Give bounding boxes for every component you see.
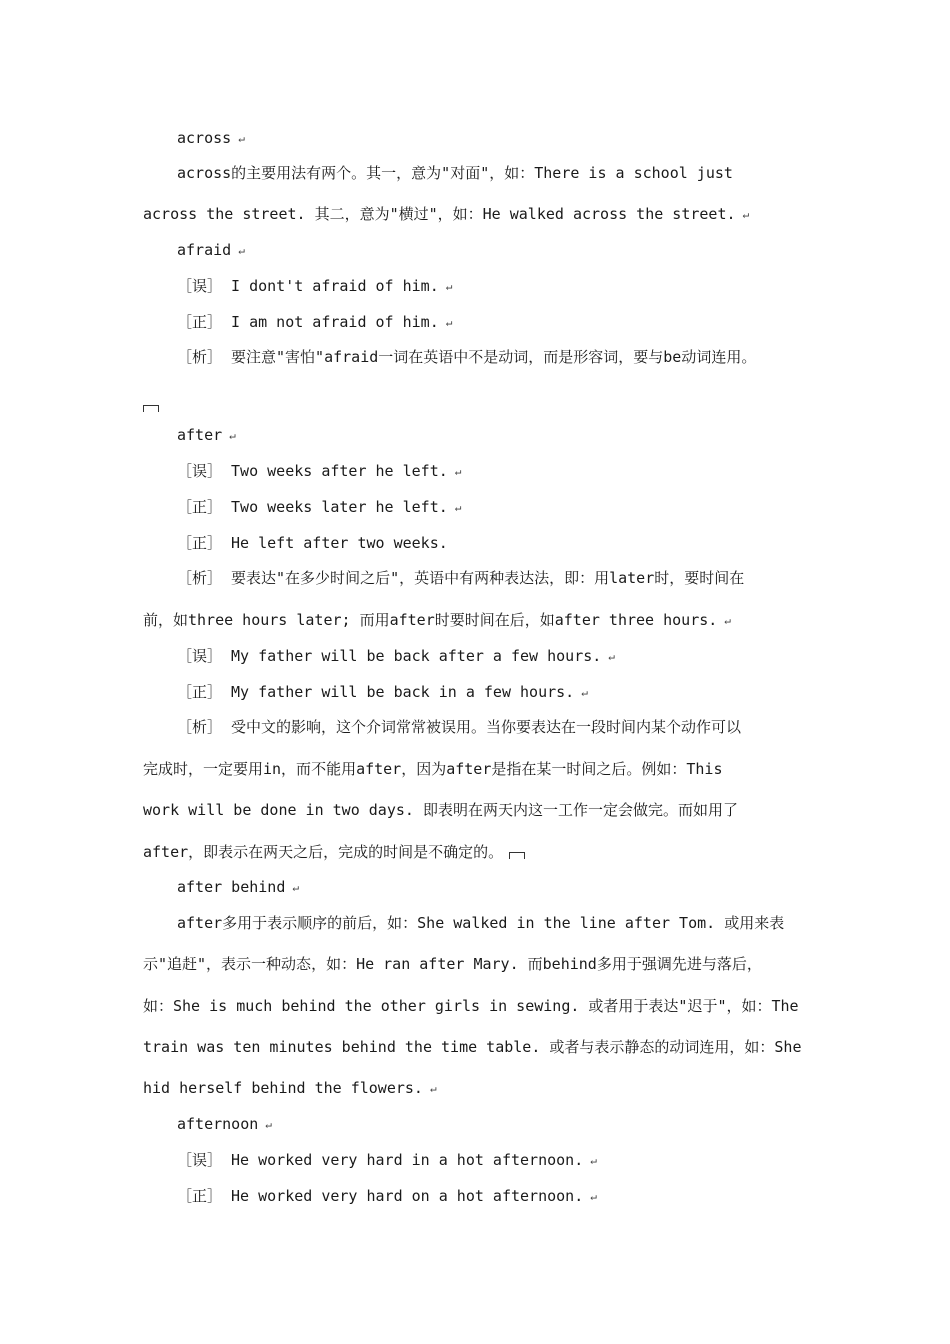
paragraph-mark: ↵ xyxy=(238,244,245,257)
paragraph-mark: ↵ xyxy=(590,1190,597,1203)
paragraph-line: train was ten minutes behind the time table. 或者与表示静态的动词连用，如：She xyxy=(143,1038,802,1056)
paragraph-line: across的主要用法有两个。其一，意为"对面"，如：There is a school just xyxy=(177,164,733,182)
paragraph-mark: ↵ xyxy=(429,1082,437,1095)
correct-example: ［正］ My father will be back in a few hours. ↵ xyxy=(177,683,588,701)
analysis-line: ［析］ 要注意"害怕"afraid一词在英语中不是动词，而是形容词，要与be动词连用。 xyxy=(177,348,757,366)
wrong-example: ［误］ I dont't afraid of him. ↵ xyxy=(177,277,453,295)
wrong-example: ［误］ My father will be back after a few hours. ↵ xyxy=(177,647,615,665)
paragraph-line: work will be done in two days. 即表明在两天内这一工作一定会做完。而如用了 xyxy=(143,801,738,819)
paragraph-line: 完成时，一定要用in，而不能用after，因为after是指在某一时间之后。例如：This xyxy=(143,760,723,778)
paragraph-mark: ↵ xyxy=(590,1154,597,1167)
headword-across: across ↵ xyxy=(177,129,245,147)
paragraph-line: after，即表示在两天之后，完成的时间是不确定的。 xyxy=(143,842,525,862)
correct-example: ［正］ He left after two weeks. xyxy=(177,534,448,552)
paragraph-line: 示"追赶"，表示一种动态，如：He ran after Mary. 而behind多用于强调先进与落后， xyxy=(143,955,762,973)
paragraph-mark: ↵ xyxy=(265,1118,272,1131)
correct-example: ［正］ Two weeks later he left. ↵ xyxy=(177,498,462,516)
headword-after-behind: after behind ↵ xyxy=(177,878,299,896)
analysis-line: ［析］ 受中文的影响，这个介词常常被误用。当你要表达在一段时间内某个动作可以 xyxy=(177,718,742,736)
paragraph-line: after多用于表示顺序的前后，如：She walked in the line after Tom. 或用来表 xyxy=(177,914,785,932)
section-mark xyxy=(509,852,525,859)
correct-example: ［正］ I am not afraid of him. ↵ xyxy=(177,313,453,331)
paragraph-mark: ↵ xyxy=(581,686,588,699)
wrong-example: ［误］ He worked very hard in a hot afternoon. ↵ xyxy=(177,1151,597,1169)
headword-afraid: afraid ↵ xyxy=(177,241,245,259)
paragraph-mark: ↵ xyxy=(445,280,453,293)
paragraph-mark: ↵ xyxy=(454,465,462,478)
paragraph-mark: ↵ xyxy=(238,132,245,145)
paragraph-mark: ↵ xyxy=(292,881,299,894)
paragraph-mark: ↵ xyxy=(724,614,731,627)
correct-example: ［正］ He worked very hard on a hot afternoon. ↵ xyxy=(177,1187,597,1205)
paragraph-mark: ↵ xyxy=(742,208,750,221)
paragraph-line: across the street. 其二，意为"横过"，如：He walked across the street. ↵ xyxy=(143,205,750,223)
headword-after: after ↵ xyxy=(177,426,236,444)
paragraph-mark: ↵ xyxy=(229,429,236,442)
section-mark xyxy=(143,395,159,415)
paragraph-mark: ↵ xyxy=(445,316,453,329)
analysis-line: ［析］ 要表达"在多少时间之后"，英语中有两种表达法，即：用later时，要时间在 xyxy=(177,569,745,587)
headword-afternoon: afternoon ↵ xyxy=(177,1115,272,1133)
paragraph-mark: ↵ xyxy=(454,501,462,514)
paragraph-line: hid herself behind the flowers. ↵ xyxy=(143,1079,437,1097)
paragraph-mark: ↵ xyxy=(608,650,615,663)
paragraph-line: 前，如three hours later; 而用after时要时间在后，如after three hours. ↵ xyxy=(143,611,731,629)
wrong-example: ［误］ Two weeks after he left. ↵ xyxy=(177,462,462,480)
paragraph-line: 如：She is much behind the other girls in sewing. 或者用于表达"迟于"，如：The xyxy=(143,997,799,1015)
